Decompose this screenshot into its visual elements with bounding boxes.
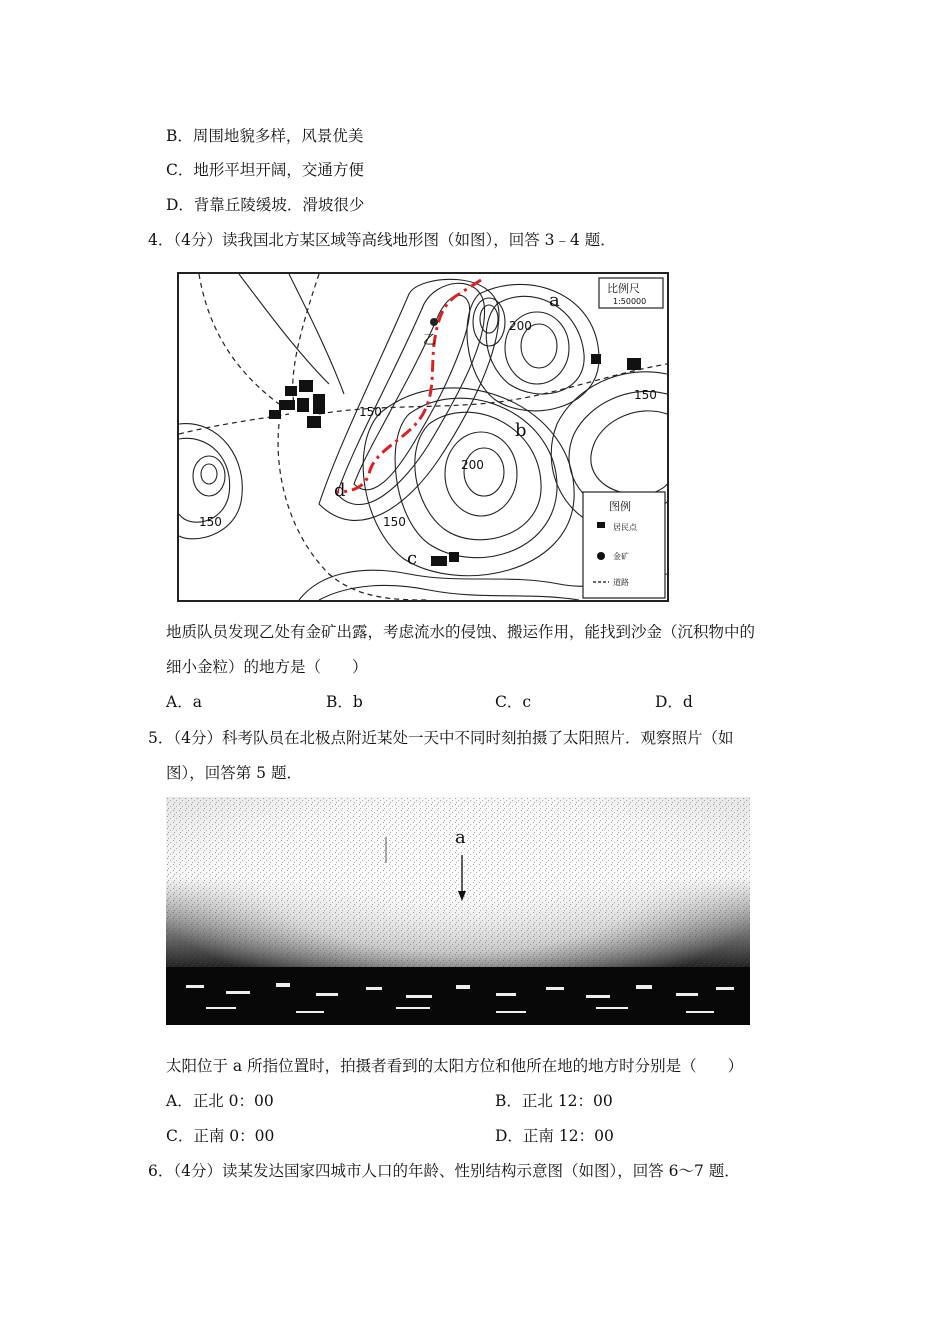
q3-option-c: C．地形平坦开阔，交通方便 [166, 161, 364, 179]
point-label-d: d [334, 480, 346, 501]
q4-option-b: B．b [326, 693, 363, 711]
q6-stem: 6．（4分）读某发达国家四城市人口的年龄、性别结构示意图（如图），回答 6～7 题． [148, 1162, 740, 1180]
q5-option-a: A．正北 0：00 [166, 1092, 274, 1110]
q4-option-a: A．a [166, 693, 202, 711]
q5-question: 太阳位于 a 所指位置时，拍摄者看到的太阳方位和他所在地的地方时分别是（ ） [166, 1057, 744, 1075]
legend-item-gold: 金矿 [613, 552, 629, 561]
q5-option-d: D．正南 12：00 [495, 1127, 614, 1145]
contour-label: 150 [634, 388, 657, 402]
q5-option-b: B．正北 12：00 [495, 1092, 613, 1110]
q5-stem-line1: 5．（4分）科考队员在北极点附近某处一天中不同时刻拍摄了太阳照片．观察照片（如 [148, 729, 734, 747]
contour-label: 150 [199, 515, 222, 529]
legend-item-settlement: 居民点 [613, 523, 637, 532]
point-label-b: b [515, 420, 527, 441]
point-label-yi: 乙 [423, 333, 437, 348]
photo-label-a: a [455, 827, 466, 848]
scale-label: 比例尺 [607, 282, 640, 295]
contour-label: 200 [509, 319, 532, 333]
q4-option-d: D．d [655, 693, 693, 711]
q5-stem-line2: 图），回答第 5 题． [166, 764, 302, 782]
q4-stem: 4．（4分）读我国北方某区域等高线地形图（如图），回答 3﹣4 题． [148, 231, 616, 249]
q3-option-b: B．周围地貌多样，风景优美 [166, 127, 364, 145]
scale-value: 1:50000 [613, 297, 647, 306]
legend-title: 图例 [609, 500, 631, 513]
point-label-a: a [549, 290, 560, 311]
legend-item-road: 道路 [613, 578, 629, 587]
q5-option-c: C．正南 0：00 [166, 1127, 275, 1145]
contour-label: 150 [359, 405, 382, 419]
contour-map [177, 272, 669, 602]
sun-photo-drawing [166, 797, 750, 1025]
contour-label: 200 [461, 458, 484, 472]
q4-question-line2: 细小金粒）的地方是（ ） [166, 658, 368, 676]
point-label-c: c [407, 548, 418, 569]
contour-label: 150 [383, 515, 406, 529]
q4-option-c: C．c [495, 693, 532, 711]
q3-option-d: D．背靠丘陵缓坡．滑坡很少 [166, 196, 365, 214]
contour-map-drawing [179, 274, 667, 600]
sun-photo [166, 797, 750, 1025]
q4-question-line1: 地质队员发现乙处有金矿出露，考虑流水的侵蚀、搬运作用，能找到沙金（沉积物中的 [166, 623, 756, 641]
